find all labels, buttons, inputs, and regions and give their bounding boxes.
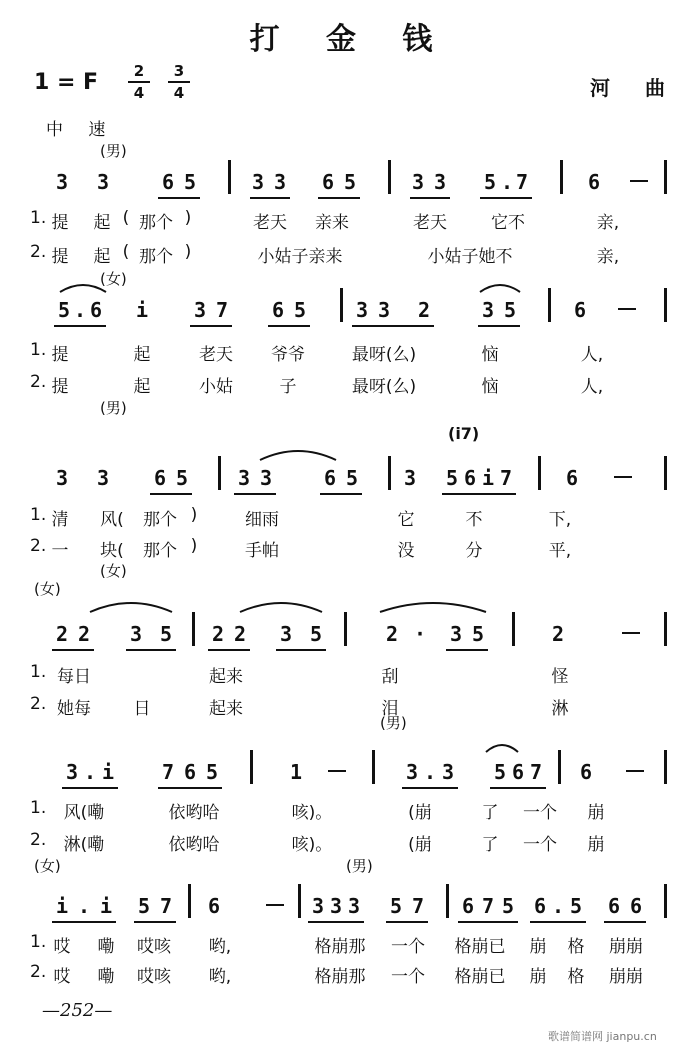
role-female: (女)	[34, 857, 61, 875]
notation-line-4: 2 2 3 5 2 2 3 5 2 · 3 5 2	[0, 612, 700, 652]
song-title: 打 金 钱	[249, 22, 451, 57]
key-signature: 1 = F	[34, 70, 99, 95]
notation-line-6: i . i 5 7 6 3 3 3 5 7 6 7 5 6 . 5 6 6	[0, 884, 700, 924]
time-signature-3-4: 3 4	[168, 62, 190, 102]
notation-line-5: 3 . i 7 6 5 1 3 . 3 5 6 7 6	[0, 750, 700, 790]
lyric-row-3-verse-2: 2. 一 块( 那个 ) 手帕 没 分 平,	[30, 536, 572, 561]
lyric-row-1-verse-2: 2. 提 起 ( 那个 ) 小姑子亲来 小姑子她不 亲,	[30, 242, 620, 267]
lyric-row-5-verse-1: 1. 风(嘞 依哟哈 咳)。 (崩 了 一个 崩	[30, 798, 605, 823]
role-male: (男)	[380, 714, 407, 732]
lyric-row-6-verse-2: 2. 哎 嘞 哎咳 哟, 格崩那 一个 格崩已 崩 格 崩崩	[30, 962, 643, 987]
lyric-row-1-verse-1: 1. 提 起 ( 那个 ) 老天 亲来 老天 它不 亲,	[30, 208, 620, 233]
notation-line-1: 3 3 6 5 3 3 6 5 3 3 5 . 7 6	[0, 160, 700, 200]
notation-line-3: 3 3 6 5 3 3 6 5 3 5 6 i 7 6	[0, 456, 700, 496]
role-male: (男)	[100, 399, 127, 417]
notation-line-2: 5 . 6 i 3 7 6 5 3 3 2 3 5 6	[0, 288, 700, 328]
lyric-row-2-verse-1: 1. 提 起 老天 爷爷 最呀(么) 恼 人,	[30, 340, 604, 365]
lyric-row-4-verse-2: 2. 她每 日 起来 泪 淋	[30, 694, 569, 719]
grace-note: (i7)	[448, 424, 480, 443]
role-female: (女)	[100, 562, 127, 580]
lyric-row-2-verse-2: 2. 提 起 小姑 子 最呀(么) 恼 人,	[30, 372, 604, 397]
role-male: (男)	[346, 857, 373, 875]
lyric-row-4-verse-1: 1. 每日 起来 刮 怪	[30, 662, 569, 687]
lyric-row-5-verse-2: 2. 淋(嘞 依哟哈 咳)。 (崩 了 一个 崩	[30, 830, 605, 855]
page-number: —252—	[42, 1000, 113, 1021]
time-signature-2-4: 2 4	[128, 62, 150, 102]
role-male: (男)	[100, 142, 127, 160]
lyric-row-6-verse-1: 1. 哎 嘞 哎咳 哟, 格崩那 一个 格崩已 崩 格 崩崩	[30, 932, 643, 957]
role-female: (女)	[100, 270, 127, 288]
watermark: 歌谱简谱网 jianpu.cn	[548, 1030, 657, 1043]
role-female: (女)	[34, 580, 61, 598]
tempo-marking: 中 速	[46, 120, 116, 140]
lyric-row-3-verse-1: 1. 清 风( 那个 ) 细雨 它 不 下,	[30, 505, 572, 530]
song-origin: 河 曲	[590, 76, 679, 100]
